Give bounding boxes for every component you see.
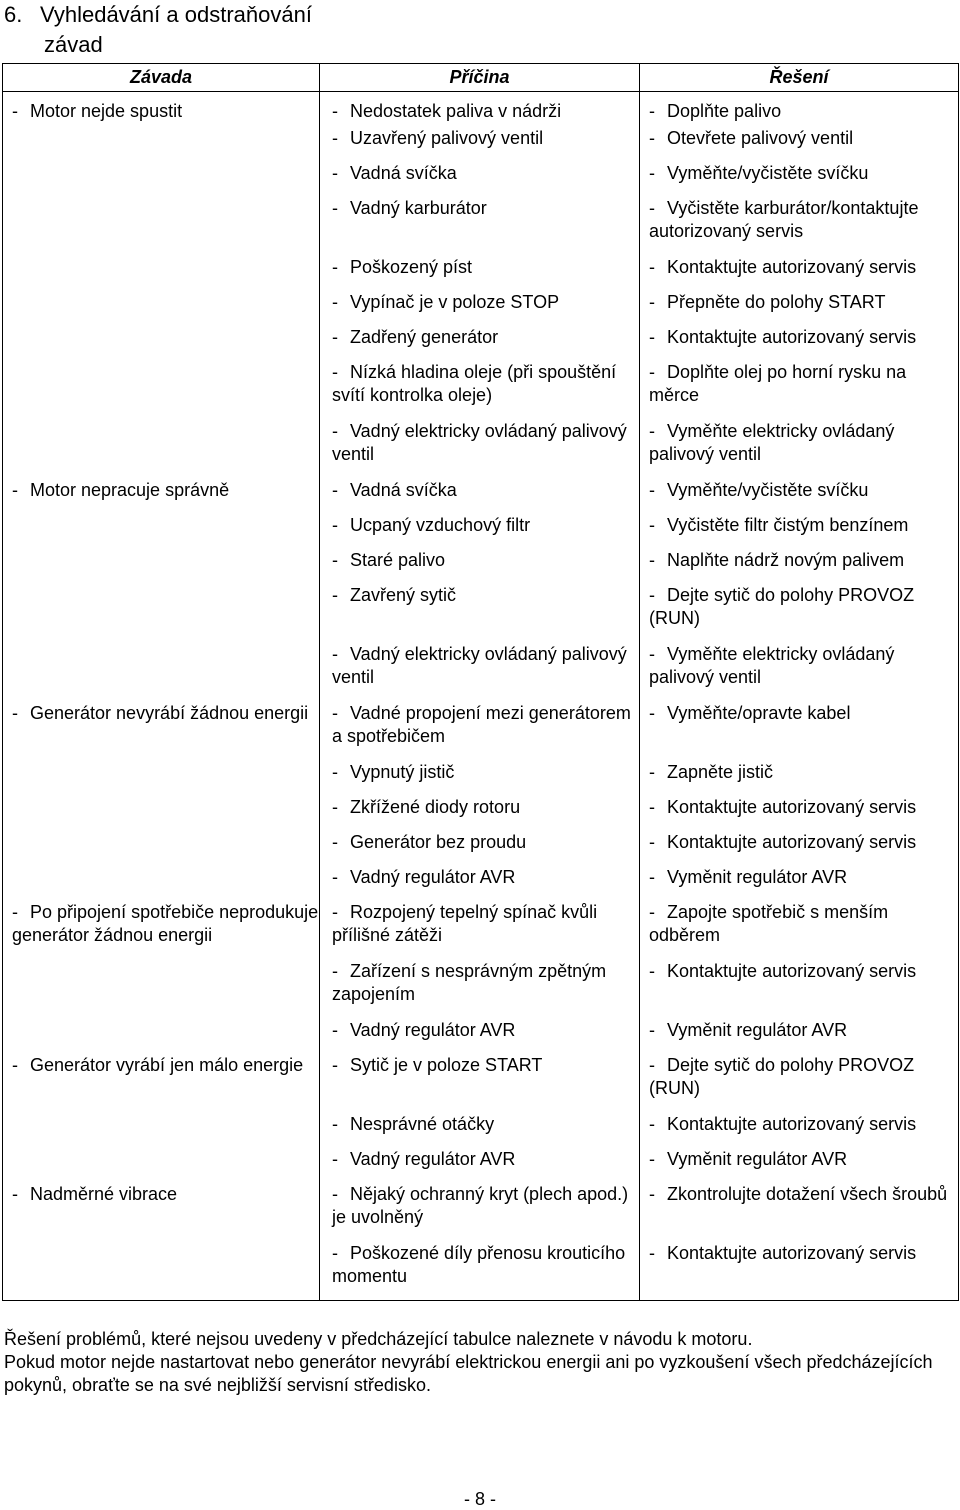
cause-cell: [320, 256, 640, 291]
cause-text: Vadný elektricky ovládaný palivový ventil: [332, 643, 627, 687]
bullet-dash: -: [12, 702, 18, 723]
solution-cell: [640, 1019, 959, 1054]
cause-cell: [320, 960, 640, 1019]
bullet-dash: -: [332, 101, 338, 121]
cause-cell: [320, 1019, 640, 1054]
bullet-dash: -: [649, 479, 655, 500]
cause-cell: [320, 1183, 640, 1242]
table-row: [3, 901, 959, 960]
fault-text: Generátor vyrábí jen málo energie: [30, 1054, 304, 1075]
cause-text: Zkřížené diody rotoru: [350, 796, 521, 817]
bullet-dash: -: [649, 1242, 655, 1263]
cause-text: Rozpojený tepelný spínač kvůli přílišné zátěži: [332, 901, 598, 945]
table-row: [3, 1054, 959, 1113]
cause-text: Vadná svíčka: [350, 162, 457, 183]
solution-text: Dejte sytič do polohy PROVOZ (RUN): [649, 1054, 915, 1098]
bullet-dash: -: [332, 549, 338, 570]
fault-cell: [3, 702, 320, 901]
troubleshooting-table: [2, 63, 959, 1301]
solution-text: Kontaktujte autorizovaný servis: [667, 326, 917, 347]
cause-cell: [320, 761, 640, 796]
bullet-dash: -: [332, 584, 338, 605]
solution-text: Kontaktujte autorizovaný servis: [667, 1113, 917, 1134]
bullet-dash: -: [332, 420, 338, 441]
fault-group: [3, 92, 959, 479]
bullet-dash: -: [332, 960, 338, 981]
solution-text: Kontaktujte autorizovaný servis: [667, 256, 917, 277]
solution-text: Doplňte palivo: [667, 101, 782, 121]
footer-line1: Řešení problémů, které nejsou uvedeny v předcházející tabulce naleznete v návodu k motoru.: [4, 1329, 753, 1349]
bullet-dash: -: [332, 761, 338, 782]
bullet-dash: -: [649, 761, 655, 782]
cause-text: Vadný regulátor AVR: [350, 1148, 516, 1169]
bullet-dash: -: [332, 1019, 338, 1040]
solution-text: Vyměňte elektricky ovládaný palivový ventil: [649, 420, 895, 464]
fault-cell: [3, 1054, 320, 1183]
solution-cell: [640, 702, 959, 761]
bullet-dash: -: [649, 162, 655, 183]
cause-cell: [320, 326, 640, 361]
solution-text: Vyměnit regulátor AVR: [667, 1019, 848, 1040]
bullet-dash: -: [649, 1113, 655, 1134]
solution-cell: [640, 643, 959, 702]
solution-cell: [640, 960, 959, 1019]
bullet-dash: -: [12, 901, 18, 922]
bullet-dash: -: [332, 1242, 338, 1263]
solution-cell: [640, 1113, 959, 1148]
bullet-dash: -: [649, 643, 655, 664]
section-number: 6.: [4, 2, 23, 27]
bullet-dash: -: [12, 101, 18, 121]
cause-cell: [320, 127, 640, 162]
bullet-dash: -: [332, 1054, 338, 1075]
table-row: [3, 479, 959, 514]
cause-cell: [320, 831, 640, 866]
cause-text: Vadný regulátor AVR: [350, 1019, 516, 1040]
fault-text: Motor nejde spustit: [30, 101, 183, 121]
fault-cell: [3, 1183, 320, 1301]
solution-cell: [640, 514, 959, 549]
cause-text: Sytič je v poloze START: [350, 1054, 543, 1075]
solution-text: Přepněte do polohy START: [667, 291, 886, 312]
solution-text: Vyměnit regulátor AVR: [667, 1148, 848, 1169]
bullet-dash: -: [649, 101, 655, 121]
solution-cell: [640, 92, 959, 127]
solution-text: Doplňte olej po horní rysku na měrce: [649, 361, 907, 405]
bullet-dash: -: [332, 326, 338, 347]
cause-cell: [320, 702, 640, 761]
fault-group: [3, 702, 959, 901]
bullet-dash: -: [332, 514, 338, 535]
bullet-dash: -: [332, 643, 338, 664]
solution-cell: [640, 361, 959, 420]
cause-cell: [320, 514, 640, 549]
solution-cell: [640, 831, 959, 866]
cause-cell: [320, 291, 640, 326]
section-heading: [4, 0, 312, 60]
solution-text: Vyměňte/opravte kabel: [667, 702, 851, 723]
cause-text: Nějaký ochranný kryt (plech apod.) je uvolněný: [332, 1183, 629, 1227]
solution-cell: [640, 901, 959, 960]
cause-cell: [320, 420, 640, 479]
cause-text: Staré palivo: [350, 549, 446, 570]
bullet-dash: -: [332, 1148, 338, 1169]
cause-text: Vadné propojení mezi generátorem a spotřebičem: [332, 702, 631, 746]
solution-text: Vyčistěte filtr čistým benzínem: [667, 514, 909, 535]
bullet-dash: -: [649, 831, 655, 852]
bullet-dash: -: [332, 361, 338, 382]
solution-text: Zkontrolujte dotažení všech šroubů: [667, 1183, 948, 1204]
bullet-dash: -: [649, 514, 655, 535]
fault-cell: [3, 901, 320, 1054]
solution-cell: [640, 162, 959, 197]
bullet-dash: -: [332, 197, 338, 218]
bullet-dash: -: [649, 1148, 655, 1169]
cause-text: Uzavřený palivový ventil: [350, 127, 544, 148]
cause-cell: [320, 643, 640, 702]
cause-text: Vadný karburátor: [350, 197, 487, 218]
bullet-dash: -: [649, 960, 655, 981]
bullet-dash: -: [649, 256, 655, 277]
bullet-dash: -: [649, 197, 655, 218]
solution-cell: [640, 479, 959, 514]
fault-text: Po připojení spotřebiče neprodukuje generátor žádnou energii: [12, 901, 319, 945]
solution-text: Zapojte spotřebič s menším odběrem: [649, 901, 889, 945]
bullet-dash: -: [649, 901, 655, 922]
solution-text: Otevřete palivový ventil: [667, 127, 854, 148]
bullet-dash: -: [649, 796, 655, 817]
solution-cell: [640, 761, 959, 796]
cause-cell: [320, 901, 640, 960]
cause-cell: [320, 796, 640, 831]
bullet-dash: -: [332, 866, 338, 887]
table-row: [3, 702, 959, 761]
footer-note: [4, 1328, 954, 1397]
bullet-dash: -: [332, 1183, 338, 1204]
bullet-dash: -: [649, 1183, 655, 1204]
fault-group: [3, 479, 959, 702]
cause-text: Nedostatek paliva v nádrži: [350, 101, 562, 121]
cause-cell: [320, 479, 640, 514]
page-number: - 8 -: [463, 1489, 496, 1509]
bullet-dash: -: [649, 584, 655, 605]
table-row: [3, 92, 959, 127]
bullet-dash: -: [332, 901, 338, 922]
bullet-dash: -: [649, 127, 655, 148]
solution-cell: [640, 1183, 959, 1242]
fault-group: [3, 1054, 959, 1183]
bullet-dash: -: [332, 291, 338, 312]
solution-cell: [640, 866, 959, 901]
cause-text: Zavřený sytič: [350, 584, 457, 605]
solution-text: Naplňte nádrž novým palivem: [667, 549, 905, 570]
solution-cell: [640, 796, 959, 831]
fault-cell: [3, 92, 320, 479]
cause-cell: [320, 1242, 640, 1301]
bullet-dash: -: [649, 420, 655, 441]
section-title-line2: závad: [44, 32, 103, 57]
header-cause: Příčina: [320, 64, 640, 92]
solution-cell: [640, 326, 959, 361]
solution-text: Dejte sytič do polohy PROVOZ (RUN): [649, 584, 915, 628]
cause-text: Vadný elektricky ovládaný palivový ventil: [332, 420, 627, 464]
fault-text: Nadměrné vibrace: [30, 1183, 178, 1204]
header-solution: Řešení: [640, 64, 959, 92]
fault-group: [3, 901, 959, 1054]
solution-text: Vyměňte elektricky ovládaný palivový ventil: [649, 643, 895, 687]
solution-cell: [640, 1054, 959, 1113]
cause-text: Nízká hladina oleje (při spouštění svítí kontrolka oleje): [332, 361, 617, 405]
cause-cell: [320, 584, 640, 643]
cause-cell: [320, 1148, 640, 1183]
fault-group: [3, 1183, 959, 1301]
cause-cell: [320, 549, 640, 584]
cause-text: Vadná svíčka: [350, 479, 457, 500]
solution-text: Kontaktujte autorizovaný servis: [667, 796, 917, 817]
cause-text: Vadný regulátor AVR: [350, 866, 516, 887]
solution-text: Kontaktujte autorizovaný servis: [667, 1242, 917, 1263]
cause-text: Poškozené díly přenosu krouticího momentu: [332, 1242, 626, 1286]
bullet-dash: -: [12, 1054, 18, 1075]
bullet-dash: -: [332, 702, 338, 723]
fault-cell: [3, 479, 320, 702]
solution-cell: [640, 1242, 959, 1301]
solution-cell: [640, 291, 959, 326]
bullet-dash: -: [332, 1113, 338, 1134]
solution-text: Kontaktujte autorizovaný servis: [667, 831, 917, 852]
bullet-dash: -: [649, 702, 655, 723]
bullet-dash: -: [649, 1019, 655, 1040]
bullet-dash: -: [649, 326, 655, 347]
bullet-dash: -: [332, 831, 338, 852]
cause-text: Zadřený generátor: [350, 326, 499, 347]
table-row: [3, 1183, 959, 1242]
solution-cell: [640, 420, 959, 479]
cause-cell: [320, 162, 640, 197]
solution-text: Vyměnit regulátor AVR: [667, 866, 848, 887]
cause-cell: [320, 197, 640, 256]
solution-cell: [640, 1148, 959, 1183]
bullet-dash: -: [332, 162, 338, 183]
bullet-dash: -: [649, 291, 655, 312]
header-fault: Závada: [3, 64, 320, 92]
cause-text: Nesprávné otáčky: [350, 1113, 495, 1134]
cause-cell: [320, 92, 640, 127]
solution-cell: [640, 256, 959, 291]
cause-text: Poškozený píst: [350, 256, 473, 277]
solution-text: Vyčistěte karburátor/kontaktujte autorizovaný servis: [649, 197, 919, 241]
solution-text: Vyměňte/vyčistěte svíčku: [667, 162, 869, 183]
fault-text: Generátor nevyrábí žádnou energii: [30, 702, 309, 723]
table-header-row: [3, 64, 959, 92]
cause-text: Ucpaný vzduchový filtr: [350, 514, 531, 535]
footer-line2: Pokud motor nejde nastartovat nebo generátor nevyrábí elektrickou energii ani po vyzkoušení všech předcházejících pokynů, obraťte se na své nejbližší servisní středisko.: [4, 1352, 933, 1395]
cause-text: Vypnutý jistič: [350, 761, 455, 782]
solution-text: Vyměňte/vyčistěte svíčku: [667, 479, 869, 500]
bullet-dash: -: [332, 256, 338, 277]
bullet-dash: -: [332, 796, 338, 817]
bullet-dash: -: [332, 127, 338, 148]
fault-text: Motor nepracuje správně: [30, 479, 230, 500]
bullet-dash: -: [649, 361, 655, 382]
solution-cell: [640, 584, 959, 643]
cause-cell: [320, 1113, 640, 1148]
bullet-dash: -: [649, 866, 655, 887]
solution-cell: [640, 197, 959, 256]
solution-text: Zapněte jistič: [667, 761, 774, 782]
bullet-dash: -: [12, 1183, 18, 1204]
bullet-dash: -: [649, 1054, 655, 1075]
section-title-line1: Vyhledávání a odstraňování: [40, 2, 312, 27]
cause-cell: [320, 866, 640, 901]
cause-text: Generátor bez proudu: [350, 831, 527, 852]
bullet-dash: -: [12, 479, 18, 500]
solution-cell: [640, 549, 959, 584]
cause-cell: [320, 361, 640, 420]
solution-text: Kontaktujte autorizovaný servis: [667, 960, 917, 981]
cause-text: Zařízení s nesprávným zpětným zapojením: [332, 960, 607, 1004]
cause-cell: [320, 1054, 640, 1113]
cause-text: Vypínač je v poloze STOP: [350, 291, 560, 312]
bullet-dash: -: [649, 549, 655, 570]
solution-cell: [640, 127, 959, 162]
bullet-dash: -: [332, 479, 338, 500]
